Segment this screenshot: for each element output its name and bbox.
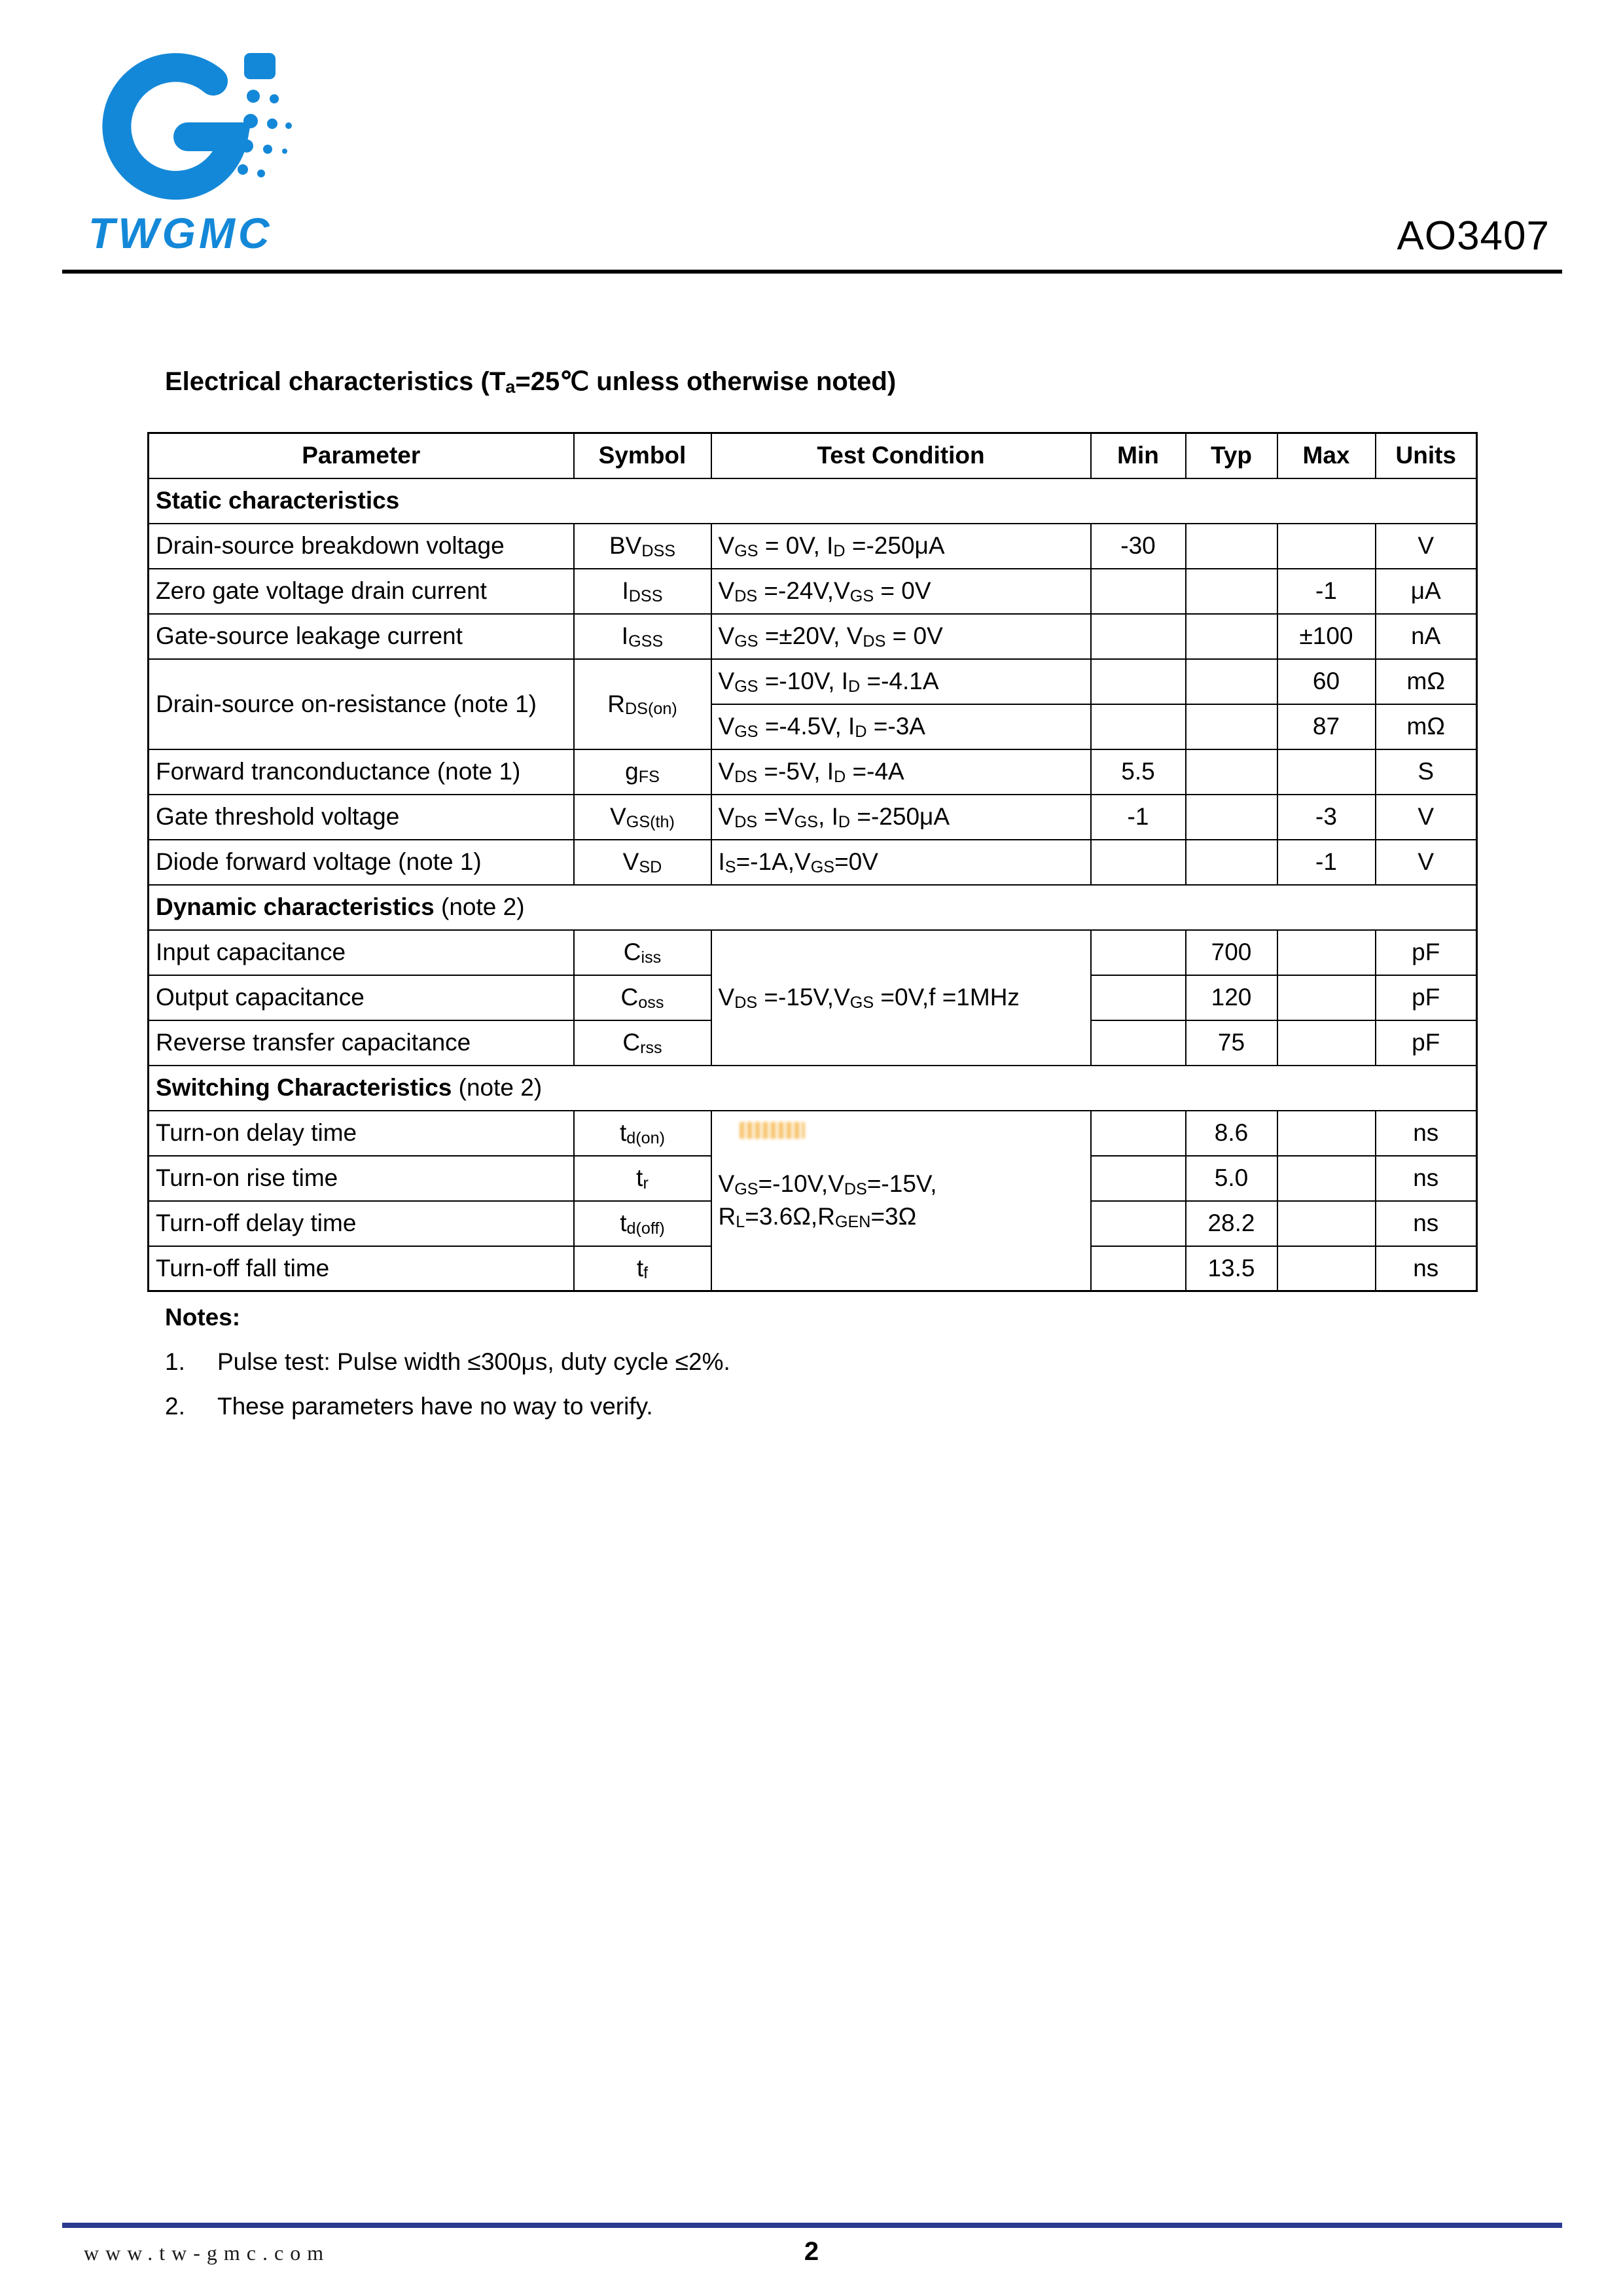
units-cell: ns [1376,1246,1477,1291]
min-cell [1091,840,1186,885]
typ-cell: 28.2 [1186,1201,1277,1246]
parameter-cell: Diode forward voltage (note 1) [149,840,574,885]
table-header-row [149,433,1477,478]
note-item-2 [165,1393,730,1420]
condition-cell: $V_{GS} =-4.5V$, $I_D =-3A$ [711,704,1091,749]
logo-wordmark: TWGMC [88,209,273,257]
parameter-cell: Zero gate voltage drain current [149,569,574,614]
symbol-cell: $t_f$ [574,1246,711,1291]
condition-cell: $V_{GS} =\pm 20V$, $V_{DS} = 0V$ [711,614,1091,659]
section-row-static [149,478,1477,524]
row-turn-on-delay [149,1111,1477,1156]
min-cell: -30 [1091,524,1186,569]
min-cell: 5.5 [1091,749,1186,795]
condition-cell: $V_{GS} =-10V$, $I_D =-4.1A$ [711,659,1091,704]
units-cell: mΩ [1376,704,1477,749]
min-cell: -1 [1091,795,1186,840]
footer-website: www.tw-gmc.com [84,2241,330,2265]
parameter-cell: Gate threshold voltage [149,795,574,840]
typ-cell: 13.5 [1186,1246,1277,1291]
row-gate-leakage-current [149,614,1477,659]
max-cell [1277,930,1376,975]
orange-watermark [740,1122,805,1139]
note-item-1 [165,1348,730,1376]
symbol-cell: $I_{GSS}$ [574,614,711,659]
note-text: These parameters have no way to verify. [217,1393,653,1420]
parameter-cell: Drain-source breakdown voltage [149,524,574,569]
typ-cell [1186,795,1277,840]
row-on-resistance-a [149,659,1477,704]
units-cell: pF [1376,930,1477,975]
typ-cell [1186,569,1277,614]
units-cell: mΩ [1376,659,1477,704]
min-cell [1091,1111,1186,1156]
row-input-capacitance [149,930,1477,975]
units-cell: V [1376,795,1477,840]
condition-cell: $V_{GS} = 0V$, $I_D =-250\mu A$ [711,524,1091,569]
page-number: 2 [804,2237,819,2266]
max-cell: -1 [1277,840,1376,885]
parameter-cell: Output capacitance [149,975,574,1020]
min-cell [1091,1246,1186,1291]
logo-g-swirl-icon [88,36,298,211]
max-cell [1277,749,1376,795]
min-cell [1091,1020,1186,1066]
electrical-characteristics-table [147,432,1478,1292]
symbol-cell: $R_{DS(on)}$ [574,659,711,749]
min-cell [1091,659,1186,704]
row-transconductance [149,749,1477,795]
units-cell: ns [1376,1201,1477,1246]
row-gate-threshold [149,795,1477,840]
min-cell [1091,704,1186,749]
section-label: Dynamic characteristics (note 2) [149,885,1477,930]
symbol-cell: $C_{iss}$ [574,930,711,975]
parameter-cell: Drain-source on-resistance (note 1) [149,659,574,749]
max-cell [1277,1246,1376,1291]
max-cell [1277,975,1376,1020]
units-cell: V [1376,524,1477,569]
col-header-max: Max [1277,433,1376,478]
typ-cell: 8.6 [1186,1111,1277,1156]
min-cell [1091,614,1186,659]
max-cell: ±100 [1277,614,1376,659]
condition-cell: $I_S=-1A,V_{GS}=0V$ [711,840,1091,885]
typ-cell: 120 [1186,975,1277,1020]
units-cell: V [1376,840,1477,885]
symbol-cell: $C_{oss}$ [574,975,711,1020]
units-cell: pF [1376,1020,1477,1066]
units-cell: ns [1376,1156,1477,1201]
parameter-cell: Turn-on delay time [149,1111,574,1156]
max-cell: -3 [1277,795,1376,840]
units-cell: nA [1376,614,1477,659]
typ-cell [1186,659,1277,704]
row-diode-forward-voltage [149,840,1477,885]
header-divider [62,270,1562,274]
max-cell: 87 [1277,704,1376,749]
row-zero-gate-drain-current [149,569,1477,614]
condition-cell-merged: $V_{DS} =-15V,V_{GS} =0V,f =1MHz$ [711,930,1091,1066]
condition-cell-merged [711,1111,1091,1291]
parameter-cell: Turn-on rise time [149,1156,574,1201]
min-cell [1091,930,1186,975]
symbol-cell: $t_r$ [574,1156,711,1201]
max-cell: -1 [1277,569,1376,614]
max-cell [1277,1020,1376,1066]
col-header-typ: Typ [1186,433,1277,478]
min-cell [1091,975,1186,1020]
typ-cell [1186,749,1277,795]
note-text: Pulse test: Pulse width ≤300μs, duty cycle ≤2%. [217,1348,730,1375]
typ-cell [1186,614,1277,659]
symbol-cell: $BV_{DSS}$ [574,524,711,569]
section-label: Static characteristics [149,478,1477,524]
units-cell: S [1376,749,1477,795]
typ-cell: 5.0 [1186,1156,1277,1201]
section-row-dynamic [149,885,1477,930]
max-cell: 60 [1277,659,1376,704]
typ-cell [1186,840,1277,885]
typ-cell [1186,524,1277,569]
symbol-cell: $t_{d(on)}$ [574,1111,711,1156]
note-number: 1. [165,1348,185,1375]
parameter-cell: Input capacitance [149,930,574,975]
part-number: AO3407 [1397,213,1550,259]
max-cell [1277,1111,1376,1156]
symbol-cell: $I_{DSS}$ [574,569,711,614]
min-cell [1091,1201,1186,1246]
units-cell: pF [1376,975,1477,1020]
notes-heading: Notes: [165,1304,241,1331]
switching-condition-text: $V_{GS}=-10V,V_{DS}=-15V$, $R_L=3.6\Omega,R_{GEN}=3\Omega$ [718,1170,937,1231]
symbol-cell: $V_{SD}$ [574,840,711,885]
typ-cell [1186,704,1277,749]
max-cell [1277,524,1376,569]
typ-cell: 700 [1186,930,1277,975]
page-title: Electrical characteristics ($T_a=25℃$ unless otherwise noted) [165,367,897,397]
units-cell: ns [1376,1111,1477,1156]
parameter-cell: Gate-source leakage current [149,614,574,659]
condition-cell: $V_{DS} =-5V$, $I_D =-4A$ [711,749,1091,795]
col-header-min: Min [1091,433,1186,478]
parameter-cell: Reverse transfer capacitance [149,1020,574,1066]
footer-divider [62,2223,1562,2228]
parameter-cell: Turn-off delay time [149,1201,574,1246]
min-cell [1091,569,1186,614]
symbol-cell: $g_{FS}$ [574,749,711,795]
condition-cell: $V_{DS} =V_{GS}$, $I_D =-250\mu A$ [711,795,1091,840]
section-label: Switching Characteristics (note 2) [149,1066,1477,1111]
condition-cell: $V_{DS} =-24V,V_{GS} = 0V$ [711,569,1091,614]
parameter-cell: Turn-off fall time [149,1246,574,1291]
col-header-units: Units [1376,433,1477,478]
col-header-test-condition: Test Condition [711,433,1091,478]
min-cell [1091,1156,1186,1201]
note-number: 2. [165,1393,185,1420]
units-cell: μA [1376,569,1477,614]
symbol-cell: $C_{rss}$ [574,1020,711,1066]
parameter-cell: Forward tranconductance (note 1) [149,749,574,795]
max-cell [1277,1201,1376,1246]
company-logo [88,36,304,255]
col-header-symbol: Symbol [574,433,711,478]
typ-cell: 75 [1186,1020,1277,1066]
symbol-cell: $t_{d(off)}$ [574,1201,711,1246]
symbol-cell: $V_{GS(th)}$ [574,795,711,840]
notes-section [165,1304,730,1437]
max-cell [1277,1156,1376,1201]
section-row-switching [149,1066,1477,1111]
col-header-parameter: Parameter [149,433,574,478]
row-breakdown-voltage [149,524,1477,569]
